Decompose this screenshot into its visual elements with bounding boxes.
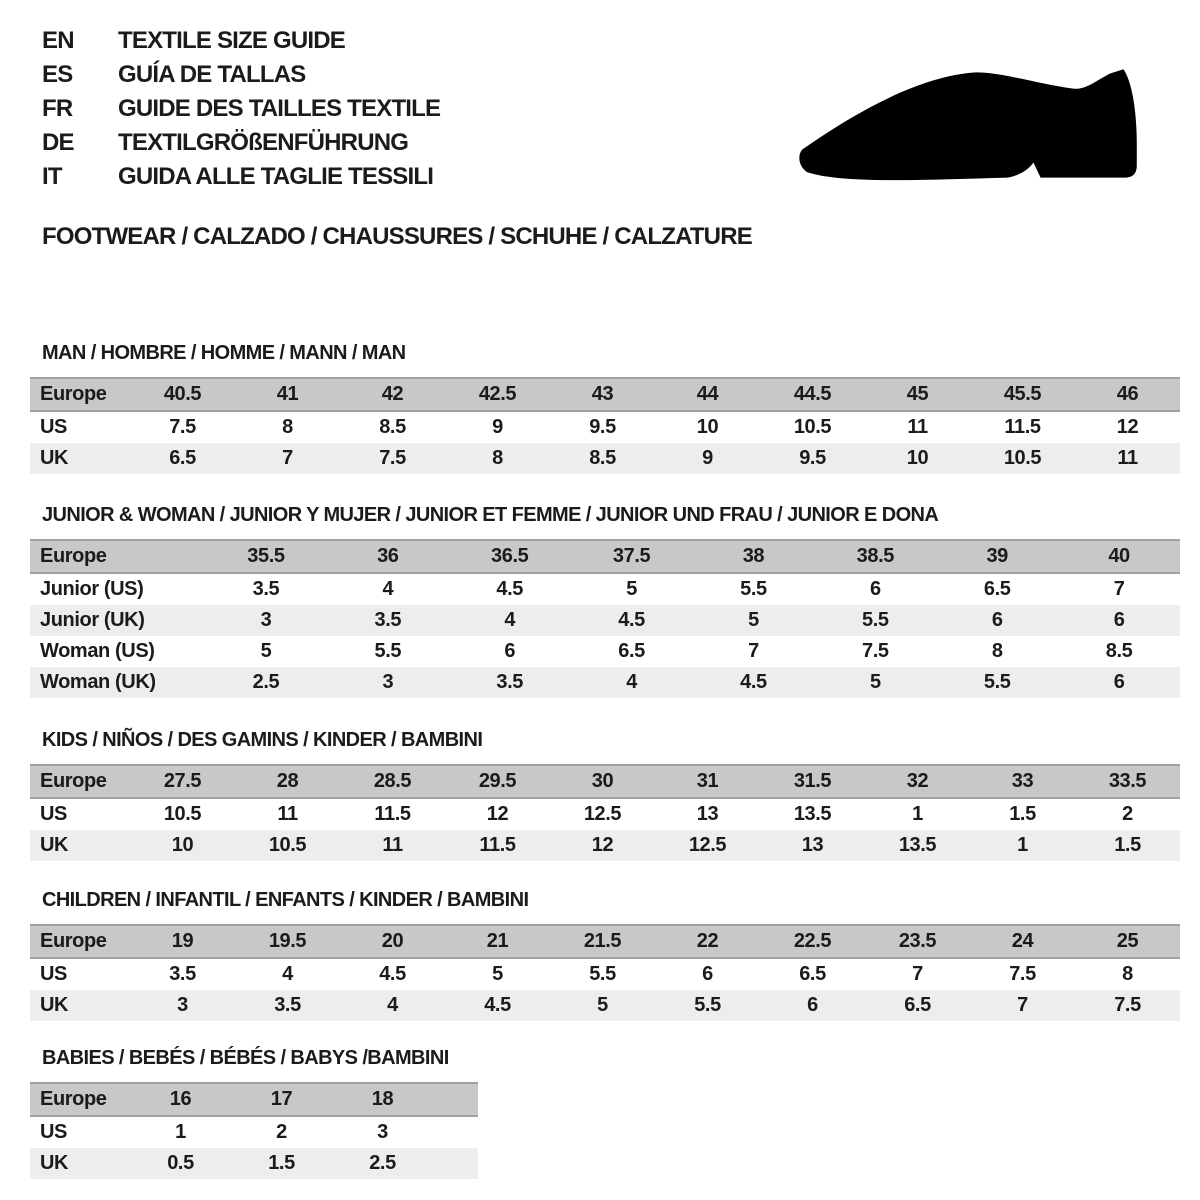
size-cell: 40.5 [163,383,202,405]
size-cell: 1.5 [1009,803,1036,825]
size-cell: 22 [696,930,719,952]
lang-title: GUÍA DE TALLAS [118,61,306,88]
lang-row-it [42,160,440,194]
size-cell: 44 [696,383,719,405]
size-cell: 3.5 [274,994,301,1016]
size-cell: 5.5 [374,640,402,662]
size-cell: 3.5 [252,578,280,600]
size-cell: 7.5 [379,447,406,469]
size-cell: 8.5 [589,447,616,469]
size-cell: 5 [748,609,759,631]
size-table-kids [30,764,1180,861]
lang-code: ES [42,61,73,88]
size-cell: 5.5 [589,963,616,985]
row-label: UK [40,994,69,1016]
row-label: Woman (UK) [40,671,156,693]
size-cell: 8 [991,640,1003,662]
size-cell: 7 [748,640,759,662]
size-cell: 19 [171,930,194,952]
size-cell: 11 [277,803,298,825]
size-cell: 7.5 [1114,994,1141,1016]
table-row [30,1116,478,1148]
size-cell: 4 [626,671,637,693]
size-cell: 13.5 [898,834,937,856]
section-man [30,342,1180,474]
table-row [30,925,1180,958]
row-label: UK [40,834,69,856]
size-cell: 4.5 [618,609,645,631]
size-cell: 3.5 [374,609,402,631]
size-cell: 3 [260,609,272,631]
category-title: FOOTWEAR / CALZADO / CHAUSSURES / SCHUHE / CALZATURE [42,223,752,250]
size-cell: 3 [382,671,394,693]
table-row [30,990,1180,1021]
table-row [30,667,1180,698]
size-cell: 11.5 [479,834,516,856]
size-cell: 8.5 [1105,640,1133,662]
row-label: US [40,803,67,825]
size-cell: 36.5 [491,545,529,567]
size-cell: 6 [702,963,713,985]
size-cell: 3.5 [169,963,196,985]
size-cell: 8 [282,416,293,438]
size-cell: 6 [869,578,881,600]
size-cell: 7 [912,963,923,985]
size-cell: 45 [906,383,929,405]
size-cell: 9 [492,416,503,438]
size-cell: 3 [177,994,188,1016]
spacer-cell [433,1148,478,1179]
row-label: US [40,963,67,985]
size-cell: 4 [282,963,293,985]
section-babies [30,1047,1180,1179]
size-cell: 2 [276,1121,287,1143]
lang-code: IT [42,163,62,190]
size-cell: 32 [906,770,929,792]
row-label: Junior (US) [40,578,144,600]
size-cell: 23.5 [898,930,937,952]
size-cell: 6.5 [169,447,196,469]
size-cell: 4.5 [496,578,523,600]
row-label: UK [40,1152,69,1174]
size-cell: 2.5 [252,671,280,693]
size-cell: 37.5 [612,545,651,567]
table-row [30,411,1180,443]
size-cell: 10.5 [163,803,202,825]
size-cell: 1 [912,803,923,825]
size-cell: 7.5 [862,640,889,662]
size-cell: 6 [504,640,516,662]
size-cell: 3 [377,1121,388,1143]
section-junior [30,504,1180,698]
size-cell: 31 [696,770,719,792]
lang-code: EN [42,27,74,54]
language-title-block [42,24,440,194]
size-cell: 31.5 [793,770,832,792]
table-row [30,540,1180,573]
section-title-children: CHILDREN / INFANTIL / ENFANTS / KINDER / BAMBINI [42,889,529,911]
section-title-babies: BABIES / BEBÉS / BÉBÉS / BABYS /BAMBINI [42,1047,449,1069]
row-label: Junior (UK) [40,609,145,631]
row-label: Europe [40,770,107,792]
size-cell: 11 [1117,447,1138,469]
size-cell: 8.5 [379,416,406,438]
size-cell: 45.5 [1003,383,1042,405]
size-cell: 6.5 [904,994,931,1016]
size-cell: 12 [1116,416,1139,438]
row-label: Europe [40,383,107,405]
size-cell: 46 [1116,383,1139,405]
size-cell: 2 [1122,803,1133,825]
lang-code: DE [42,129,74,156]
size-cell: 6 [1113,671,1125,693]
size-cell: 2.5 [369,1152,396,1174]
size-cell: 9.5 [799,447,826,469]
size-cell: 28 [276,770,299,792]
spacer-cell [433,1083,478,1116]
size-cell: 44.5 [793,383,832,405]
size-cell: 7 [1113,578,1125,600]
size-cell: 42 [381,383,404,405]
size-cell: 6 [807,994,818,1016]
size-cell: 5.5 [983,671,1011,693]
table-row [30,830,1180,861]
size-cell: 4.5 [379,963,406,985]
size-cell: 5 [626,578,637,600]
row-label: Europe [40,1088,107,1110]
lang-row-es [42,58,440,92]
size-cell: 11 [907,416,928,438]
size-cell: 20 [381,930,404,952]
size-cell: 9.5 [589,416,616,438]
size-cell: 7.5 [1009,963,1036,985]
table-row [30,573,1180,605]
size-table-man [30,377,1180,474]
size-cell: 13 [801,834,824,856]
table-row [30,1148,478,1179]
size-cell: 21.5 [583,930,622,952]
size-cell: 30 [591,770,614,792]
table-row [30,958,1180,990]
size-cell: 28.5 [373,770,412,792]
row-label: Europe [40,930,107,952]
size-cell: 10.5 [1003,447,1042,469]
size-cell: 12.5 [688,834,727,856]
size-cell: 10 [171,834,194,856]
section-kids [30,729,1180,861]
table-row [30,765,1180,798]
size-cell: 41 [276,383,299,405]
size-cell: 12.5 [583,803,622,825]
size-cell: 16 [169,1088,192,1110]
size-cell: 10.5 [268,834,307,856]
table-row [30,605,1180,636]
row-label: US [40,416,67,438]
size-cell: 3.5 [496,671,523,693]
size-cell: 4.5 [740,671,767,693]
size-cell: 5 [492,963,503,985]
size-cell: 5.5 [694,994,721,1016]
size-cell: 6 [1113,609,1125,631]
size-table-children [30,924,1180,1021]
size-cell: 7.5 [169,416,196,438]
row-label: Woman (US) [40,640,155,662]
size-cell: 1.5 [268,1152,295,1174]
size-cell: 10.5 [793,416,832,438]
size-cell: 6.5 [618,640,645,662]
size-cell: 4 [387,994,398,1016]
size-cell: 12 [591,834,614,856]
lang-row-en [42,24,440,58]
size-cell: 42.5 [478,383,517,405]
size-cell: 0.5 [167,1152,194,1174]
size-table-babies [30,1082,478,1179]
row-label: US [40,1121,67,1143]
size-cell: 5 [869,671,881,693]
section-title-man: MAN / HOMBRE / HOMME / MANN / MAN [42,342,406,364]
size-cell: 35.5 [247,545,285,567]
size-cell: 4.5 [484,994,511,1016]
size-cell: 7 [1017,994,1028,1016]
size-cell: 5.5 [740,578,767,600]
lang-title: TEXTILE SIZE GUIDE [118,27,345,54]
size-cell: 11.5 [374,803,411,825]
size-cell: 6.5 [799,963,826,985]
size-cell: 1 [175,1121,186,1143]
section-title-junior: JUNIOR & WOMAN / JUNIOR Y MUJER / JUNIOR ET FEMME / JUNIOR UND FRAU / JUNIOR E DONA [42,504,939,526]
size-cell: 8 [492,447,503,469]
size-cell: 8 [1122,963,1133,985]
size-cell: 38 [742,545,765,567]
size-cell: 21 [486,930,509,952]
size-cell: 5 [260,640,272,662]
size-cell: 38.5 [856,545,894,567]
size-cell: 24 [1011,930,1034,952]
spacer-cell [433,1116,478,1148]
size-cell: 13 [696,803,719,825]
size-cell: 22.5 [793,930,832,952]
lang-title: GUIDA ALLE TAGLIE TESSILI [118,163,434,190]
size-cell: 5 [597,994,608,1016]
shoe-icon [798,66,1146,184]
size-cell: 27.5 [163,770,202,792]
table-row [30,1083,478,1116]
size-cell: 33 [1011,770,1034,792]
size-cell: 7 [282,447,293,469]
table-row [30,443,1180,474]
row-label: UK [40,447,69,469]
size-cell: 43 [591,383,614,405]
size-cell: 25 [1116,930,1139,952]
size-cell: 36 [377,545,399,567]
size-cell: 1 [1017,834,1028,856]
row-label: Europe [40,545,107,567]
table-row [30,636,1180,667]
table-row [30,798,1180,830]
size-cell: 18 [371,1088,394,1110]
size-cell: 6.5 [983,578,1011,600]
lang-row-de [42,126,440,160]
size-cell: 5.5 [862,609,889,631]
lang-title: GUIDE DES TAILLES TEXTILE [118,95,441,122]
size-cell: 29.5 [478,770,517,792]
size-cell: 40 [1108,545,1130,567]
size-cell: 11.5 [1004,416,1041,438]
section-children [30,889,1180,1021]
size-cell: 4 [382,578,394,600]
size-cell: 4 [504,609,516,631]
size-table-junior [30,539,1180,698]
size-cell: 10 [906,447,929,469]
lang-code: FR [42,95,73,122]
size-cell: 19.5 [268,930,307,952]
size-cell: 39 [986,545,1008,567]
size-cell: 11 [382,834,403,856]
lang-row-fr [42,92,440,126]
size-cell: 33.5 [1108,770,1147,792]
size-cell: 13.5 [793,803,832,825]
size-cell: 12 [486,803,509,825]
size-cell: 10 [696,416,719,438]
lang-title: TEXTILGRÖßENFÜHRUNG [118,129,409,156]
size-cell: 6 [991,609,1003,631]
table-row [30,378,1180,411]
size-cell: 17 [270,1088,293,1110]
size-cell: 9 [702,447,713,469]
size-cell: 1.5 [1114,834,1141,856]
section-title-kids: KIDS / NIÑOS / DES GAMINS / KINDER / BAMBINI [42,729,483,751]
